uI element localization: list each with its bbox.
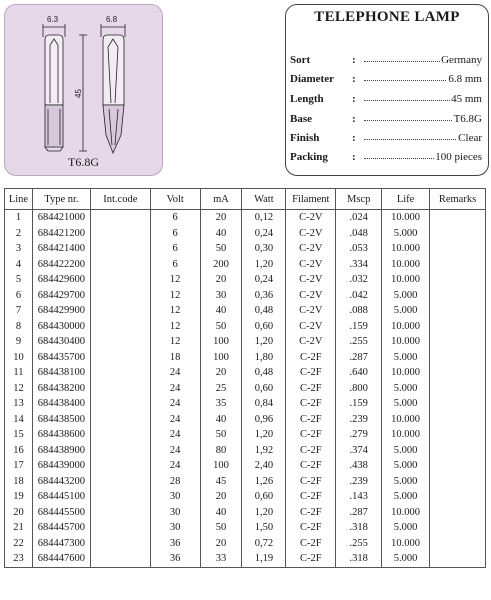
cell-line: 15 [5, 427, 33, 443]
cell-remarks [430, 474, 486, 490]
cell-watt: 1,20 [242, 505, 286, 521]
cell-filament: C-2F [286, 396, 336, 412]
cell-ma: 20 [200, 536, 242, 552]
cell-filament: C-2V [286, 241, 336, 257]
spec-colon: : [352, 73, 356, 85]
cell-filament: C-2F [286, 536, 336, 552]
spec-label: Finish [290, 132, 320, 144]
cell-ma: 40 [200, 505, 242, 521]
cell-watt: 0,48 [242, 303, 286, 319]
cell-mscp: .042 [336, 288, 382, 304]
cell-mscp: .287 [336, 350, 382, 366]
cell-ma: 50 [200, 319, 242, 335]
cell-ma: 40 [200, 226, 242, 242]
table-row [5, 412, 486, 428]
spec-colon: : [352, 54, 356, 66]
cell-int-code [90, 210, 150, 226]
table-row [5, 288, 486, 304]
cell-line: 18 [5, 474, 33, 490]
cell-ma: 20 [200, 365, 242, 381]
cell-filament: C-2V [286, 288, 336, 304]
cell-line: 7 [5, 303, 33, 319]
cell-life: 10.000 [382, 412, 430, 428]
cell-mscp: .374 [336, 443, 382, 459]
cell-remarks [430, 412, 486, 428]
cell-ma: 20 [200, 210, 242, 226]
cell-mscp: .024 [336, 210, 382, 226]
cell-volt: 24 [150, 381, 200, 397]
table-row [5, 458, 486, 474]
cell-filament: C-2F [286, 520, 336, 536]
cell-filament: C-2F [286, 443, 336, 459]
cell-life: 10.000 [382, 272, 430, 288]
column-header-volt: Volt [150, 189, 200, 210]
table-body [5, 210, 486, 568]
cell-filament: C-2F [286, 505, 336, 521]
table-row [5, 443, 486, 459]
cell-watt: 0,96 [242, 412, 286, 428]
cell-volt: 30 [150, 520, 200, 536]
cell-filament: C-2V [286, 303, 336, 319]
cell-line: 13 [5, 396, 33, 412]
cell-mscp: .239 [336, 412, 382, 428]
cell-life: 10.000 [382, 505, 430, 521]
cell-int-code [90, 365, 150, 381]
cell-life: 5.000 [382, 489, 430, 505]
cell-type-nr: 684438100 [32, 365, 90, 381]
cell-type-nr: 684438900 [32, 443, 90, 459]
cell-ma: 40 [200, 303, 242, 319]
cell-remarks [430, 381, 486, 397]
cell-mscp: .088 [336, 303, 382, 319]
cell-remarks [430, 226, 486, 242]
cell-ma: 50 [200, 427, 242, 443]
cell-filament: C-2F [286, 427, 336, 443]
spec-colon: : [352, 132, 356, 144]
cell-volt: 12 [150, 272, 200, 288]
cell-type-nr: 684445700 [32, 520, 90, 536]
cell-int-code [90, 350, 150, 366]
cell-mscp: .640 [336, 365, 382, 381]
cell-filament: C-2F [286, 365, 336, 381]
cell-filament: C-2F [286, 381, 336, 397]
cell-int-code [90, 489, 150, 505]
spec-row-finish [290, 132, 482, 150]
cell-volt: 12 [150, 334, 200, 350]
cell-volt: 6 [150, 257, 200, 273]
cell-remarks [430, 241, 486, 257]
table-row [5, 241, 486, 257]
cell-remarks [430, 210, 486, 226]
cell-mscp: .159 [336, 319, 382, 335]
cell-volt: 6 [150, 226, 200, 242]
spec-label: Sort [290, 54, 311, 66]
cell-life: 5.000 [382, 288, 430, 304]
cell-line: 5 [5, 272, 33, 288]
column-header-life: Life [382, 189, 430, 210]
cell-line: 21 [5, 520, 33, 536]
cell-mscp: .279 [336, 427, 382, 443]
cell-watt: 1,19 [242, 551, 286, 567]
cell-watt: 0,60 [242, 489, 286, 505]
cell-type-nr: 684422200 [32, 257, 90, 273]
cell-int-code [90, 241, 150, 257]
cell-life: 5.000 [382, 381, 430, 397]
cell-int-code [90, 551, 150, 567]
cell-volt: 24 [150, 458, 200, 474]
table-row [5, 427, 486, 443]
cell-life: 5.000 [382, 520, 430, 536]
column-header-mscp: Mscp [336, 189, 382, 210]
table-row [5, 536, 486, 552]
cell-type-nr: 684421000 [32, 210, 90, 226]
table-row [5, 505, 486, 521]
cell-type-nr: 684429600 [32, 272, 90, 288]
cell-remarks [430, 427, 486, 443]
cell-int-code [90, 505, 150, 521]
cell-type-nr: 684430000 [32, 319, 90, 335]
cell-life: 10.000 [382, 427, 430, 443]
cell-line: 2 [5, 226, 33, 242]
cell-type-nr: 684429700 [32, 288, 90, 304]
table-row [5, 474, 486, 490]
cell-filament: C-2V [286, 257, 336, 273]
cell-int-code [90, 474, 150, 490]
cell-life: 5.000 [382, 474, 430, 490]
lamp-type-table [4, 188, 486, 568]
spec-label: Length [290, 93, 324, 105]
cell-volt: 6 [150, 210, 200, 226]
spec-value: 100 pieces [435, 151, 482, 163]
cell-watt: 0,24 [242, 226, 286, 242]
cell-int-code [90, 412, 150, 428]
cell-watt: 1,50 [242, 520, 286, 536]
cell-ma: 50 [200, 241, 242, 257]
cell-life: 10.000 [382, 365, 430, 381]
cell-remarks [430, 303, 486, 319]
cell-remarks [430, 272, 486, 288]
cell-int-code [90, 319, 150, 335]
cell-remarks [430, 257, 486, 273]
cell-int-code [90, 458, 150, 474]
cell-mscp: .318 [336, 551, 382, 567]
cell-volt: 12 [150, 319, 200, 335]
cell-ma: 30 [200, 288, 242, 304]
cell-watt: 1,20 [242, 427, 286, 443]
cell-filament: C-2F [286, 458, 336, 474]
spec-row-packing [290, 151, 482, 169]
spec-label: Packing [290, 151, 328, 163]
lamp-drawing-panel [4, 4, 163, 176]
cell-mscp: .239 [336, 474, 382, 490]
cell-int-code [90, 272, 150, 288]
cell-filament: C-2F [286, 474, 336, 490]
cell-volt: 36 [150, 551, 200, 567]
cell-line: 19 [5, 489, 33, 505]
table-row [5, 551, 486, 567]
cell-life: 5.000 [382, 350, 430, 366]
cell-remarks [430, 334, 486, 350]
cell-line: 14 [5, 412, 33, 428]
spec-row-sort [290, 54, 482, 72]
spec-colon: : [352, 113, 356, 125]
cell-life: 10.000 [382, 241, 430, 257]
table-row [5, 272, 486, 288]
cell-filament: C-2V [286, 334, 336, 350]
cell-volt: 12 [150, 288, 200, 304]
cell-filament: C-2F [286, 412, 336, 428]
cell-remarks [430, 350, 486, 366]
column-header-watt: Watt [242, 189, 286, 210]
cell-type-nr: 684438500 [32, 412, 90, 428]
spec-value: Clear [458, 132, 482, 144]
cell-volt: 24 [150, 396, 200, 412]
cell-mscp: .287 [336, 505, 382, 521]
cell-remarks [430, 365, 486, 381]
cell-type-nr: 684443200 [32, 474, 90, 490]
cell-ma: 25 [200, 381, 242, 397]
base-type-label: T6.8G [68, 155, 99, 169]
cell-type-nr: 684438600 [32, 427, 90, 443]
cell-watt: 1,26 [242, 474, 286, 490]
cell-line: 1 [5, 210, 33, 226]
dimension-length: 45 [73, 89, 83, 98]
cell-remarks [430, 288, 486, 304]
cell-life: 5.000 [382, 458, 430, 474]
cell-type-nr: 684447300 [32, 536, 90, 552]
cell-type-nr: 684438400 [32, 396, 90, 412]
cell-volt: 30 [150, 505, 200, 521]
cell-type-nr: 684445500 [32, 505, 90, 521]
spec-value: 45 mm [451, 93, 482, 105]
table-row [5, 381, 486, 397]
table-row [5, 365, 486, 381]
spec-label: Base [290, 113, 312, 125]
table-row [5, 226, 486, 242]
table-row [5, 319, 486, 335]
cell-watt: 0,12 [242, 210, 286, 226]
cell-ma: 100 [200, 350, 242, 366]
cell-type-nr: 684435700 [32, 350, 90, 366]
cell-volt: 24 [150, 365, 200, 381]
cell-mscp: .438 [336, 458, 382, 474]
cell-filament: C-2V [286, 210, 336, 226]
cell-life: 5.000 [382, 303, 430, 319]
table-header-row [5, 189, 486, 210]
cell-mscp: .255 [336, 536, 382, 552]
cell-life: 5.000 [382, 396, 430, 412]
cell-int-code [90, 226, 150, 242]
cell-int-code [90, 396, 150, 412]
dimension-width-left: 6.3 [47, 15, 59, 24]
cell-mscp: .032 [336, 272, 382, 288]
cell-line: 8 [5, 319, 33, 335]
cell-int-code [90, 334, 150, 350]
lamp-technical-drawing [5, 5, 162, 175]
cell-int-code [90, 303, 150, 319]
cell-watt: 1,80 [242, 350, 286, 366]
cell-volt: 6 [150, 241, 200, 257]
cell-volt: 24 [150, 443, 200, 459]
spec-colon: : [352, 151, 356, 163]
cell-type-nr: 684421200 [32, 226, 90, 242]
cell-watt: 0,24 [242, 272, 286, 288]
cell-ma: 33 [200, 551, 242, 567]
cell-mscp: .159 [336, 396, 382, 412]
cell-life: 10.000 [382, 257, 430, 273]
cell-ma: 100 [200, 458, 242, 474]
cell-line: 22 [5, 536, 33, 552]
cell-line: 6 [5, 288, 33, 304]
cell-line: 11 [5, 365, 33, 381]
cell-remarks [430, 458, 486, 474]
spec-value: T6.8G [453, 113, 482, 125]
cell-filament: C-2V [286, 272, 336, 288]
spec-value: Germany [441, 54, 482, 66]
cell-ma: 40 [200, 412, 242, 428]
cell-int-code [90, 381, 150, 397]
cell-ma: 45 [200, 474, 242, 490]
cell-watt: 0,30 [242, 241, 286, 257]
column-header-ma: mA [200, 189, 242, 210]
table-row [5, 303, 486, 319]
cell-remarks [430, 396, 486, 412]
cell-remarks [430, 319, 486, 335]
cell-int-code [90, 443, 150, 459]
cell-ma: 20 [200, 489, 242, 505]
cell-remarks [430, 443, 486, 459]
spec-panel [285, 4, 489, 176]
cell-int-code [90, 427, 150, 443]
cell-life: 10.000 [382, 334, 430, 350]
cell-volt: 24 [150, 412, 200, 428]
cell-ma: 100 [200, 334, 242, 350]
cell-line: 23 [5, 551, 33, 567]
cell-life: 5.000 [382, 551, 430, 567]
cell-line: 4 [5, 257, 33, 273]
cell-int-code [90, 288, 150, 304]
cell-volt: 18 [150, 350, 200, 366]
cell-mscp: .255 [336, 334, 382, 350]
column-header-int-code: Int.code [90, 189, 150, 210]
cell-line: 20 [5, 505, 33, 521]
cell-volt: 30 [150, 489, 200, 505]
cell-remarks [430, 520, 486, 536]
cell-watt: 2,40 [242, 458, 286, 474]
cell-watt: 0,36 [242, 288, 286, 304]
cell-filament: C-2V [286, 319, 336, 335]
cell-life: 5.000 [382, 443, 430, 459]
cell-filament: C-2F [286, 551, 336, 567]
column-header-filament: Filament [286, 189, 336, 210]
cell-ma: 20 [200, 272, 242, 288]
table-row [5, 334, 486, 350]
cell-life: 10.000 [382, 210, 430, 226]
column-header-line: Line [5, 189, 33, 210]
table-row [5, 396, 486, 412]
table-row [5, 257, 486, 273]
cell-remarks [430, 551, 486, 567]
product-title: TELEPHONE LAMP [314, 9, 460, 25]
cell-life: 10.000 [382, 319, 430, 335]
cell-ma: 50 [200, 520, 242, 536]
table-row [5, 350, 486, 366]
cell-watt: 0,48 [242, 365, 286, 381]
cell-filament: C-2F [286, 489, 336, 505]
cell-filament: C-2F [286, 350, 336, 366]
cell-remarks [430, 536, 486, 552]
cell-ma: 200 [200, 257, 242, 273]
cell-mscp: .048 [336, 226, 382, 242]
column-header-remarks: Remarks [430, 189, 486, 210]
cell-watt: 1,20 [242, 257, 286, 273]
cell-watt: 0,72 [242, 536, 286, 552]
cell-type-nr: 684429900 [32, 303, 90, 319]
cell-type-nr: 684447600 [32, 551, 90, 567]
table-row [5, 210, 486, 226]
cell-remarks [430, 505, 486, 521]
cell-type-nr: 684439000 [32, 458, 90, 474]
column-header-type: Type nr. [32, 189, 90, 210]
table-row [5, 520, 486, 536]
spec-colon: : [352, 93, 356, 105]
cell-life: 5.000 [382, 226, 430, 242]
cell-watt: 1,92 [242, 443, 286, 459]
cell-line: 17 [5, 458, 33, 474]
cell-line: 10 [5, 350, 33, 366]
cell-type-nr: 684438200 [32, 381, 90, 397]
cell-line: 9 [5, 334, 33, 350]
cell-mscp: .053 [336, 241, 382, 257]
spec-row-diameter [290, 73, 482, 91]
cell-volt: 28 [150, 474, 200, 490]
cell-int-code [90, 536, 150, 552]
cell-filament: C-2V [286, 226, 336, 242]
cell-watt: 0,60 [242, 381, 286, 397]
spec-value: 6.8 mm [448, 73, 482, 85]
cell-volt: 12 [150, 303, 200, 319]
cell-ma: 80 [200, 443, 242, 459]
cell-type-nr: 684430400 [32, 334, 90, 350]
spec-row-base [290, 113, 482, 131]
cell-mscp: .800 [336, 381, 382, 397]
dimension-width-right: 6.8 [106, 15, 118, 24]
spec-row-length [290, 93, 482, 111]
cell-watt: 0,60 [242, 319, 286, 335]
cell-life: 10.000 [382, 536, 430, 552]
cell-watt: 0,84 [242, 396, 286, 412]
cell-line: 3 [5, 241, 33, 257]
cell-mscp: .318 [336, 520, 382, 536]
cell-line: 16 [5, 443, 33, 459]
cell-mscp: .143 [336, 489, 382, 505]
cell-mscp: .334 [336, 257, 382, 273]
cell-int-code [90, 257, 150, 273]
cell-watt: 1,20 [242, 334, 286, 350]
cell-ma: 35 [200, 396, 242, 412]
cell-volt: 36 [150, 536, 200, 552]
cell-type-nr: 684445100 [32, 489, 90, 505]
table-row [5, 489, 486, 505]
cell-volt: 24 [150, 427, 200, 443]
cell-type-nr: 684421400 [32, 241, 90, 257]
spec-label: Diameter [290, 73, 334, 85]
cell-remarks [430, 489, 486, 505]
cell-line: 12 [5, 381, 33, 397]
cell-int-code [90, 520, 150, 536]
